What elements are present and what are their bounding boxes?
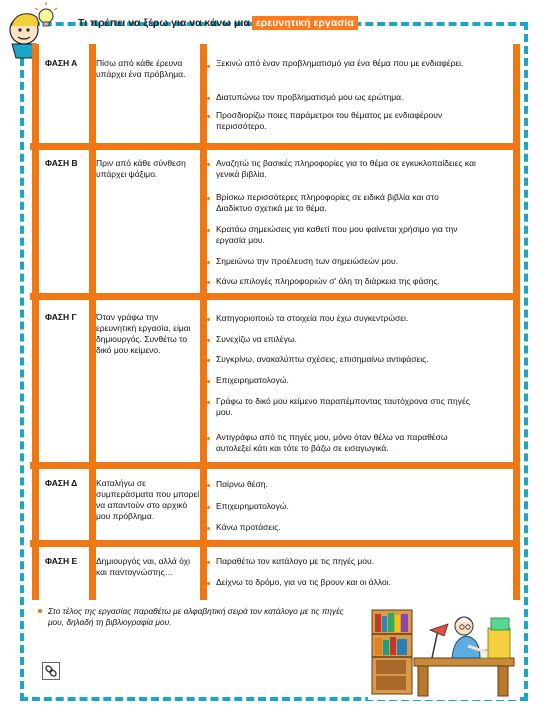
phase-c-item: Κατηγοριοποιώ τα στοιχεία που έχω συγκεντρώσει. bbox=[216, 313, 409, 323]
phase-a-item: Προσδιορίζω ποιες παράμετροι του θέματος με ενδιαφέρουν περισσότερο. bbox=[216, 110, 443, 131]
mascot-lightbulb-icon bbox=[2, 2, 58, 60]
footer-note: Στο τέλος της εργασίας παραθέτω με αλφαβητική σειρά τον κατάλογο με τις πηγές μου, δηλαδή τη βιβλιογραφία μου. bbox=[48, 606, 344, 627]
grid-divider-de bbox=[30, 540, 519, 547]
grid-vertical-bar-2 bbox=[200, 44, 207, 600]
phase-c-item: Γράφω το δικό μου κείμενο παραπέμποντας ταυτόχρονα στις πηγές μου. bbox=[216, 396, 470, 417]
phase-d-label: ΦΑΣΗ Δ bbox=[45, 478, 78, 488]
bullet-icon bbox=[207, 163, 210, 166]
bullet-icon bbox=[207, 401, 210, 404]
phase-d-item: Επιχειρηματολογώ. bbox=[216, 501, 289, 511]
phase-c-item: Αντιγράφω από τις πηγές μου, μόνο όταν θέλω να παραθέσω αυτολεξεί κάτι και τότε το βάζω σε εισαγωγικά. bbox=[216, 432, 448, 453]
phase-d-item: Κάνω προτάσεις. bbox=[216, 522, 281, 532]
bullet-icon bbox=[207, 437, 210, 440]
bullet-icon bbox=[207, 318, 210, 321]
phase-c-description: Όταν γράφω την ερευνητική εργασία, είμαι δημιουργός. Συνθέτω το δικό μου κείμενο. bbox=[96, 312, 191, 355]
bullet-icon bbox=[207, 484, 210, 487]
phase-e-label: ΦΑΣΗ Ε bbox=[45, 556, 78, 566]
grid-divider-ab bbox=[30, 143, 519, 150]
page-title-prefix: Τι πρέπει να ξέρω για να κάνω μια bbox=[78, 17, 250, 29]
phase-d-item: Παίρνω θέση. bbox=[216, 479, 268, 489]
page-title bbox=[78, 14, 358, 32]
bullet-icon bbox=[207, 339, 210, 342]
bullet-icon bbox=[207, 229, 210, 232]
page-title-highlight: ερευνητική εργασία bbox=[252, 16, 358, 30]
phase-e-item: Δείχνω το δρόμο, για να τις βρουν και οι άλλοι. bbox=[216, 577, 391, 587]
bullet-icon bbox=[207, 97, 210, 100]
phase-b-item: Βρίσκω περισσότερες πληροφορίες σε ειδικά βιβλία και στο Διαδίκτυο σχετικά με το θέμα. bbox=[216, 192, 439, 213]
bullet-icon bbox=[207, 115, 210, 118]
phase-b-item: Κάνω επιλογές πληροφοριών σ' όλη τη διάρκεια της φάσης. bbox=[216, 276, 440, 286]
phase-a-label: ΦΑΣΗ Α bbox=[45, 58, 78, 68]
bullet-icon bbox=[207, 506, 210, 509]
bullet-icon bbox=[207, 359, 210, 362]
phase-b-item: Αναζητώ τις βασικές πληροφορίες για το θέμα σε εγκυκλοπαίδειες και γενικά βιβλία. bbox=[216, 158, 476, 179]
phase-c-item: Συνεχίζω να επιλέγω. bbox=[216, 334, 297, 344]
chain-link-icon[interactable] bbox=[42, 662, 60, 680]
grid-vertical-bar-left bbox=[32, 44, 39, 600]
phase-d-description: Καταλήγω σε συμπεράσματα που μπορεί να απαντούν στο αρχικό μου πρόβλημα. bbox=[96, 478, 200, 521]
bullet-icon bbox=[207, 582, 210, 585]
bullet-icon bbox=[207, 197, 210, 200]
phase-c-item: Συγκρίνω, ανακαλύπτω σχέσεις, επισημαίνω αντιφάσεις. bbox=[216, 354, 429, 364]
phase-c-label: ΦΑΣΗ Γ bbox=[45, 312, 77, 322]
bullet-icon bbox=[207, 527, 210, 530]
footer-bullet-icon bbox=[38, 609, 42, 613]
phase-b-item: Σημειώνω την προέλευση των σημειώσεών μου. bbox=[216, 256, 398, 266]
bullet-icon bbox=[207, 261, 210, 264]
phase-c-item: Επιχειρηματολογώ. bbox=[216, 375, 289, 385]
grid-vertical-bar-right bbox=[513, 44, 520, 600]
grid-divider-cd bbox=[30, 462, 519, 469]
bullet-icon bbox=[207, 561, 210, 564]
phase-e-description: Δημιουργός ναι, αλλά όχι και παντογνώστης… bbox=[96, 556, 191, 577]
phase-a-item: Διατυπώνω τον προβληματισμό μου ως ερώτημα. bbox=[216, 92, 404, 102]
bullet-icon bbox=[207, 281, 210, 284]
grid-vertical-bar-1 bbox=[89, 44, 96, 600]
phase-a-description: Πίσω από κάθε έρευνα υπάρχει ένα πρόβλημα. bbox=[96, 58, 186, 79]
bullet-icon bbox=[207, 380, 210, 383]
grid-divider-bc bbox=[30, 293, 519, 300]
bullet-icon bbox=[207, 65, 210, 68]
phase-b-item: Κρατάω σημειώσεις για καθετί που μου φαίνεται χρήσιμο για την εργασία μου. bbox=[216, 224, 458, 245]
student-at-desk-illustration bbox=[368, 600, 518, 700]
phase-e-item: Παραθέτω τον κατάλογο με τις πηγές μου. bbox=[216, 556, 375, 566]
phase-b-label: ΦΑΣΗ Β bbox=[45, 158, 78, 168]
phase-a-item: Ξεκινώ από έναν προβληματισμό για ένα θέμα που με ενδιαφέρει. bbox=[216, 58, 464, 68]
phase-b-description: Πριν από κάθε σύνθεση υπάρχει ψάξιμο. bbox=[96, 158, 186, 179]
